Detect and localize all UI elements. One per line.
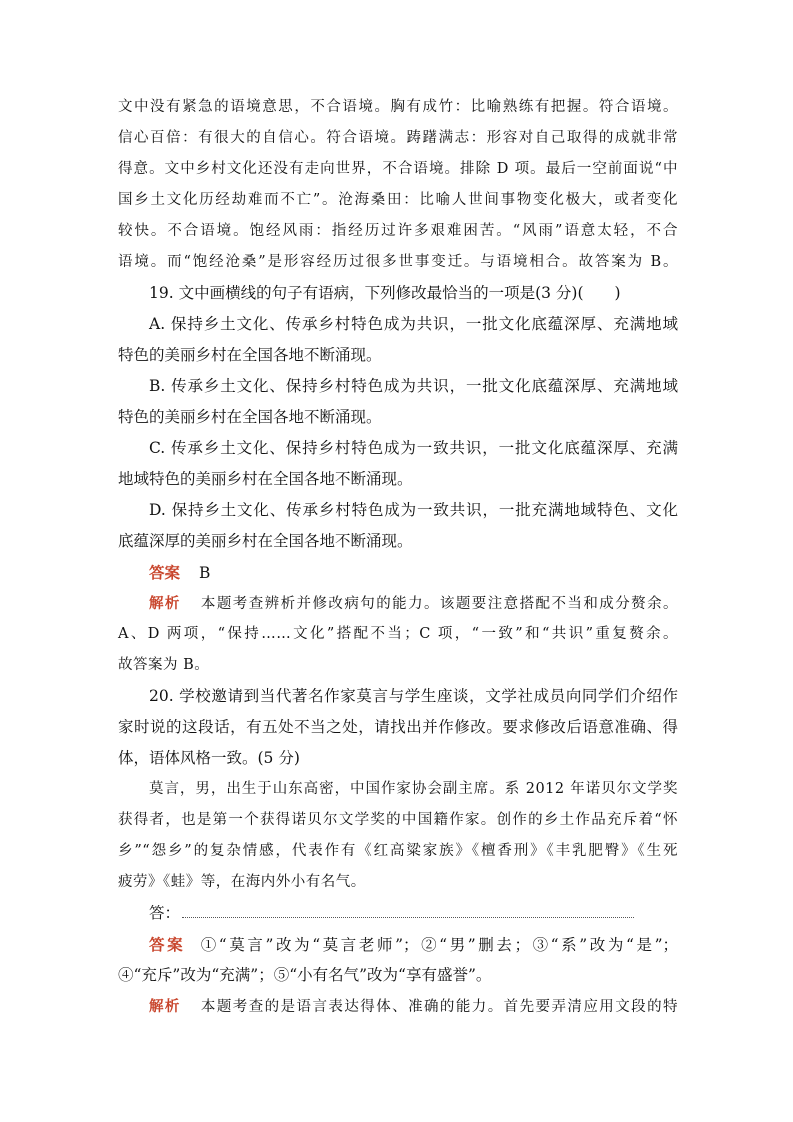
q19-analysis-line1 [118, 588, 678, 619]
option-c-line1: C. 传承乡土文化、保持乡村特色成为一致共识，一批文化底蕴深厚、充满 [149, 439, 678, 457]
answer-value: B [198, 564, 211, 582]
analysis-label: 解析 [149, 595, 181, 612]
document-page [118, 92, 678, 1022]
question-20-stem-line2: 家时说的这段话，有五处不当之处，请找出并作修改。要求修改后语意准确、得 [118, 718, 678, 736]
question-20-stem-line3: 体，语体风格一致。(5 分) [118, 749, 300, 767]
option-c-line2: 地域特色的美丽乡村在全国各地不断涌现。 [118, 470, 413, 488]
answer-blank-line[interactable] [182, 903, 634, 918]
option-d-line1: D. 保持乡土文化、传承乡村特色成为一致共识，一批充满地域特色、文化 [149, 501, 678, 519]
analysis-text: 本题考查辨析并修改病句的能力。该题要注意搭配不当和成分赘余。 [200, 596, 679, 612]
option-b-line1: B. 传承乡土文化、保持乡村特色成为共识，一批文化底蕴深厚、充满地域 [149, 377, 678, 395]
option-a-line2: 特色的美丽乡村在全国各地不断涌现。 [118, 346, 382, 364]
passage-line: 乡”“怨乡”的复杂情感，代表作有《红高粱家族》《檀香刑》《丰乳肥臀》《生死 [118, 843, 678, 859]
answer-text: ①“莫言”改为“莫言老师”；②“男”删去；③“系”改为“是”； [200, 936, 678, 954]
explanation-line: 语境。而“饱经沧桑”是形容经历过很多世事变迁。与语境相合。故答案为 B。 [118, 254, 678, 270]
passage-line: 获得者，也是第一个获得诺贝尔文学奖的中国籍作家。创作的乡土作品充斥着“怀 [118, 812, 678, 828]
q19-answer [118, 557, 678, 588]
option-d-line2: 底蕴深厚的美丽乡村在全国各地不断涌现。 [118, 532, 413, 550]
analysis-label: 解析 [149, 998, 181, 1015]
explanation-line: 国乡土文化历经劫难而不亡”。沧海桑田：比喻人世间事物变化极大，或者变化 [118, 192, 678, 208]
q19-analysis-line3: 故答案为 B。 [118, 657, 210, 673]
answer-label: 答案 [149, 935, 186, 954]
answer-blank-row [118, 898, 678, 929]
q20-analysis-line1 [118, 991, 678, 1022]
option-b-line2: 特色的美丽乡村在全国各地不断涌现。 [118, 408, 382, 426]
q20-answer-line1 [118, 929, 678, 960]
answer-prompt: 答： [149, 904, 181, 922]
question-20-stem-line1: 20. 学校邀请到当代著名作家莫言与学生座谈，文学社成员向同学们介绍作 [149, 687, 678, 705]
question-19-stem: 19. 文中画横线的句子有语病，下列修改最恰当的一项是(3 分)( ) [149, 284, 621, 302]
passage-line: 疲劳》《蛙》等，在海内外小有名气。 [118, 874, 366, 890]
analysis-text: 本题考查的是语言表达得体、准确的能力。首先要弄清应用文段的特 [200, 999, 679, 1015]
explanation-line: 较快。不合语境。饱经风雨：指经历过许多艰难困苦。“风雨”语意太轻，不合 [118, 223, 678, 239]
q20-answer-line2: ④“充斥”改为“充满”；⑤“小有名气”改为“享有盛誉”。 [118, 966, 492, 984]
q19-analysis-line2: A、D 两项，“保持……文化”搭配不当；C 项，“一致”和“共识”重复赘余。 [118, 626, 678, 642]
answer-label: 答案 [149, 563, 181, 582]
explanation-line: 信心百倍：有很大的自信心。符合语境。踌躇满志：形容对自己取得的成就非常 [118, 130, 678, 146]
explanation-line: 文中没有紧急的语境意思，不合语境。胸有成竹：比喻熟练有把握。符合语境。 [118, 99, 678, 115]
explanation-line: 得意。文中乡村文化还没有走向世界，不合语境。排除 D 项。最后一空前面说“中 [118, 161, 678, 177]
option-a-line1: A. 保持乡土文化、传承乡村特色成为共识，一批文化底蕴深厚、充满地域 [149, 315, 678, 333]
passage-line: 莫言，男，出生于山东高密，中国作家协会副主席。系 2012 年诺贝尔文学奖 [149, 781, 678, 797]
